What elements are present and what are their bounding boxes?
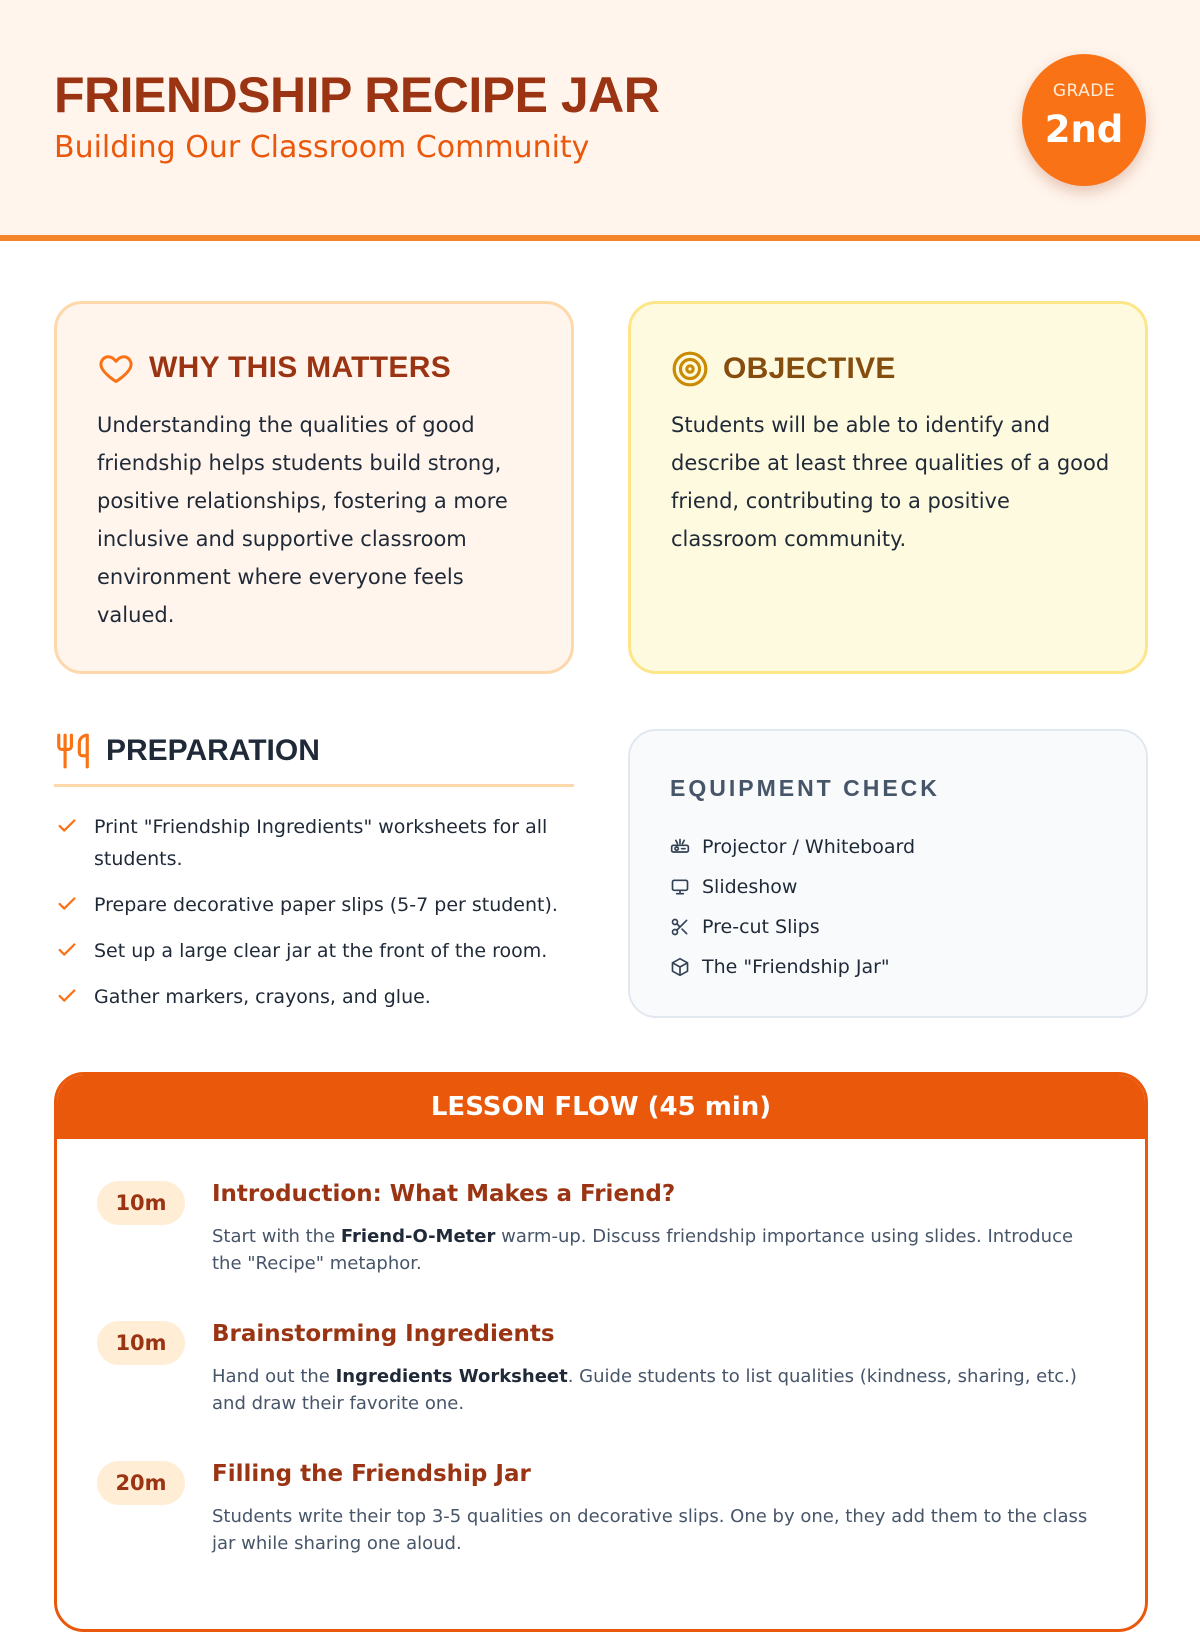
equipment-label: Pre-cut Slips <box>702 916 820 938</box>
equipment-item <box>670 947 915 987</box>
objective-card <box>628 301 1148 674</box>
grade-value: 2nd <box>1044 108 1124 151</box>
step-desc-text: Students write their top 3-5 qualities on decorative slips. One by one, they add them to the class jar while sharing one aloud. <box>212 1506 1088 1554</box>
why-card-title: WHY THIS MATTERS <box>149 351 452 384</box>
equipment-item <box>670 907 915 947</box>
checkmark-icon <box>56 893 78 925</box>
step-title: Brainstorming Ingredients <box>212 1321 555 1347</box>
step-description <box>212 1223 1107 1277</box>
equipment-check-card <box>628 729 1148 1018</box>
step-desc-highlight: Ingredients Worksheet <box>335 1366 568 1387</box>
equipment-label: Projector / Whiteboard <box>702 836 916 858</box>
preparation-title-row <box>54 732 320 770</box>
preparation-title: PREPARATION <box>106 734 320 767</box>
why-this-matters-card <box>54 301 574 674</box>
page-title: FRIENDSHIP RECIPE JAR <box>54 67 660 123</box>
grade-label: GRADE <box>1052 81 1116 101</box>
equipment-item <box>670 827 915 867</box>
step-desc-text: . Guide students to list qualities (kindness, sharing, etc.) and draw their favorite one. <box>212 1366 1077 1414</box>
objective-card-title: OBJECTIVE <box>723 352 896 385</box>
list-item <box>54 981 574 1013</box>
list-item-text: Gather markers, crayons, and glue. <box>94 986 431 1008</box>
objective-card-body: Students will be able to identify and describe at least three qualities of a good friend, contributing to a positive classroom community. <box>671 413 1110 551</box>
list-item <box>54 811 574 875</box>
lesson-flow-title: LESSON FLOW (45 min) <box>57 1075 1145 1139</box>
step-description <box>212 1363 1107 1417</box>
equipment-label: The "Friendship Jar" <box>702 956 890 978</box>
heart-icon <box>97 350 135 386</box>
equipment-label: Slideshow <box>702 876 798 898</box>
step-duration-badge: 20m <box>97 1461 185 1505</box>
list-item-text: Set up a large clear jar at the front of the room. <box>94 940 548 962</box>
box-icon <box>670 957 690 977</box>
step-duration-badge: 10m <box>97 1321 185 1365</box>
equipment-item <box>670 867 915 907</box>
step-duration-badge: 10m <box>97 1181 185 1225</box>
step-desc-text: Start with the <box>212 1226 341 1247</box>
preparation-header <box>54 730 574 787</box>
equipment-list <box>670 827 915 987</box>
page-subtitle: Building Our Classroom Community <box>54 130 590 165</box>
utensils-icon <box>54 732 92 770</box>
scissors-icon <box>670 917 690 937</box>
list-item <box>54 935 574 967</box>
step-desc-text: Hand out the <box>212 1366 336 1387</box>
step-title: Introduction: What Makes a Friend? <box>212 1181 676 1207</box>
grade-badge <box>1022 54 1146 186</box>
step-description <box>212 1503 1107 1557</box>
step-desc-text: warm-up. Discuss friendship importance using slides. Introduce the "Recipe" metaphor. <box>212 1226 1074 1274</box>
list-item-text: Print "Friendship Ingredients" worksheets for all students. <box>94 816 548 870</box>
objective-card-header <box>671 350 896 388</box>
monitor-icon <box>670 877 690 897</box>
target-icon <box>671 350 709 388</box>
page-header <box>0 0 1200 241</box>
checkmark-icon <box>56 939 78 971</box>
list-item <box>54 889 574 921</box>
why-card-header <box>97 350 451 386</box>
lesson-flow-panel <box>54 1072 1148 1632</box>
step-title: Filling the Friendship Jar <box>212 1461 531 1487</box>
preparation-list <box>54 811 574 1027</box>
projector-icon <box>670 837 690 857</box>
step-desc-highlight: Friend-O-Meter <box>340 1226 496 1247</box>
checkmark-icon <box>56 815 78 847</box>
why-card-body: Understanding the qualities of good friendship helps students build strong, positive relationships, fostering a more inclusive and supportive classroom environment where everyone feels valued. <box>97 413 508 627</box>
list-item-text: Prepare decorative paper slips (5-7 per student). <box>94 894 558 916</box>
checkmark-icon <box>56 985 78 1017</box>
equipment-check-title: EQUIPMENT CHECK <box>670 775 940 801</box>
